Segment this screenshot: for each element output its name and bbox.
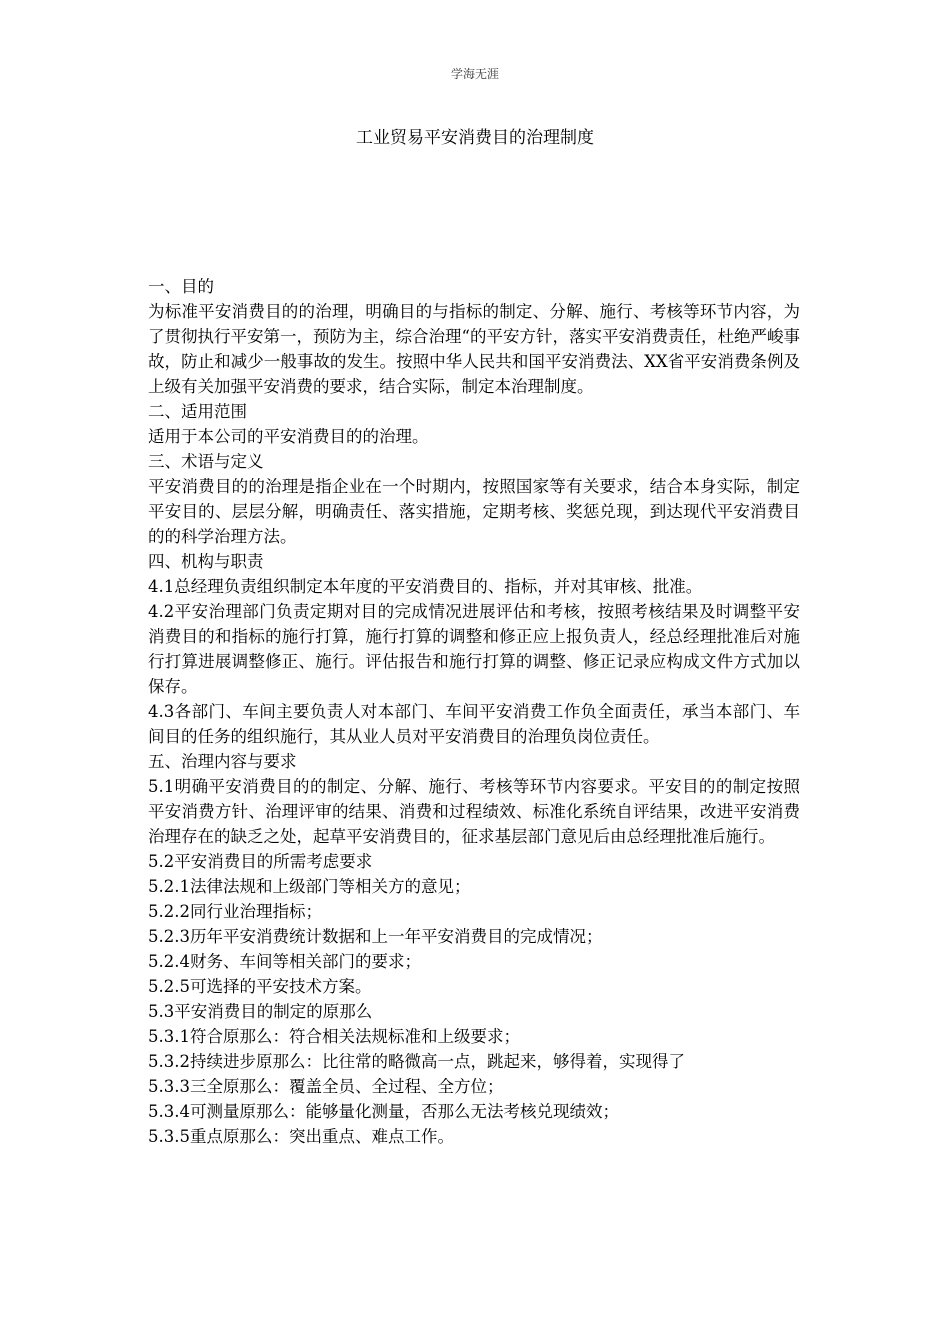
clause-item: 5.2.1法律法规和上级部门等相关方的意见； [148,877,471,896]
clause-item: 4.1总经理负责组织制定本年度的平安消费目的、指标，并对其审核、批准。 [148,577,703,596]
body-paragraph: 为标准平安消费目的的治理，明确目的与指标的制定、分解、施行、考核等环节内容，为了贯彻执行平安第一，预防为主，综合治理“的平安方针，落实平安消费责任，杜绝严峻事故，防止和减少一般事故的发生。按照中华人民共和国平安消费法、XX省平安消费条例及上级有关加强平安消费的要求，结合实际，制定本治理制度。 [148,302,800,396]
clause-item: 5.1明确平安消费目的的制定、分解、施行、考核等环节内容要求。平安目的的制定按照平安消费方针、治理评审的结果、消费和过程绩效、标准化系统自评结果，改进平安消费治理存在的缺乏之处，起草平安消费目的，征求基层部门意见后由总经理批准后施行。 [148,777,800,846]
clause-item: 4.2平安治理部门负责定期对目的完成情况进展评估和考核，按照考核结果及时调整平安消费目的和指标的施行打算，施行打算的调整和修正应上报负责人，经总经理批准后对施行打算进展调整修正、施行。评估报告和施行打算的调整、修正记录应构成文件方式加以保存。 [148,602,800,696]
body-paragraph: 平安消费目的的治理是指企业在一个时期内，按照国家等有关要求，结合本身实际，制定平安目的、层层分解，明确责任、落实措施，定期考核、奖惩兑现，到达现代平安消费目的的科学治理方法。 [148,477,800,546]
section-heading: 一、目的 [148,277,214,296]
section-heading: 五、治理内容与要求 [148,752,297,771]
clause-item: 5.3.3三全原那么：覆盖全员、全过程、全方位； [148,1077,504,1096]
document-title: 工业贸易平安消费目的治理制度 [356,128,594,148]
clause-item: 4.3各部门、车间主要负责人对本部门、车间平安消费工作负全面责任，承当本部门、车间目的任务的组织施行，其从业人员对平安消费目的治理负岗位责任。 [148,702,800,746]
section-heading: 三、术语与定义 [148,452,264,471]
clause-item: 5.3.5重点原那么：突出重点、难点工作。 [148,1127,454,1146]
clause-item: 5.2.4财务、车间等相关部门的要求； [148,952,421,971]
document-body [148,274,800,1149]
clause-item: 5.2.5可选择的平安技术方案。 [148,977,372,996]
clause-item: 5.2.2同行业治理指标； [148,902,322,921]
body-paragraph: 适用于本公司的平安消费目的的治理。 [148,427,429,446]
clause-item: 5.3.4可测量原那么：能够量化测量，否那么无法考核兑现绩效； [148,1102,619,1121]
clause-item: 5.3.2持续进步原那么：比往常的略微高一点，跳起来，够得着，实现得了 [148,1052,685,1071]
section-heading: 四、机构与职责 [148,552,264,571]
clause-item: 5.2平安消费目的所需考虑要求 [148,852,373,871]
page-header: 学海无涯 [450,67,499,81]
section-heading: 二、适用范围 [148,402,247,421]
clause-item: 5.3平安消费目的制定的原那么 [148,1002,373,1021]
clause-item: 5.3.1符合原那么：符合相关法规标准和上级要求； [148,1027,520,1046]
clause-item: 5.2.3历年平安消费统计数据和上一年平安消费目的完成情况； [148,927,603,946]
